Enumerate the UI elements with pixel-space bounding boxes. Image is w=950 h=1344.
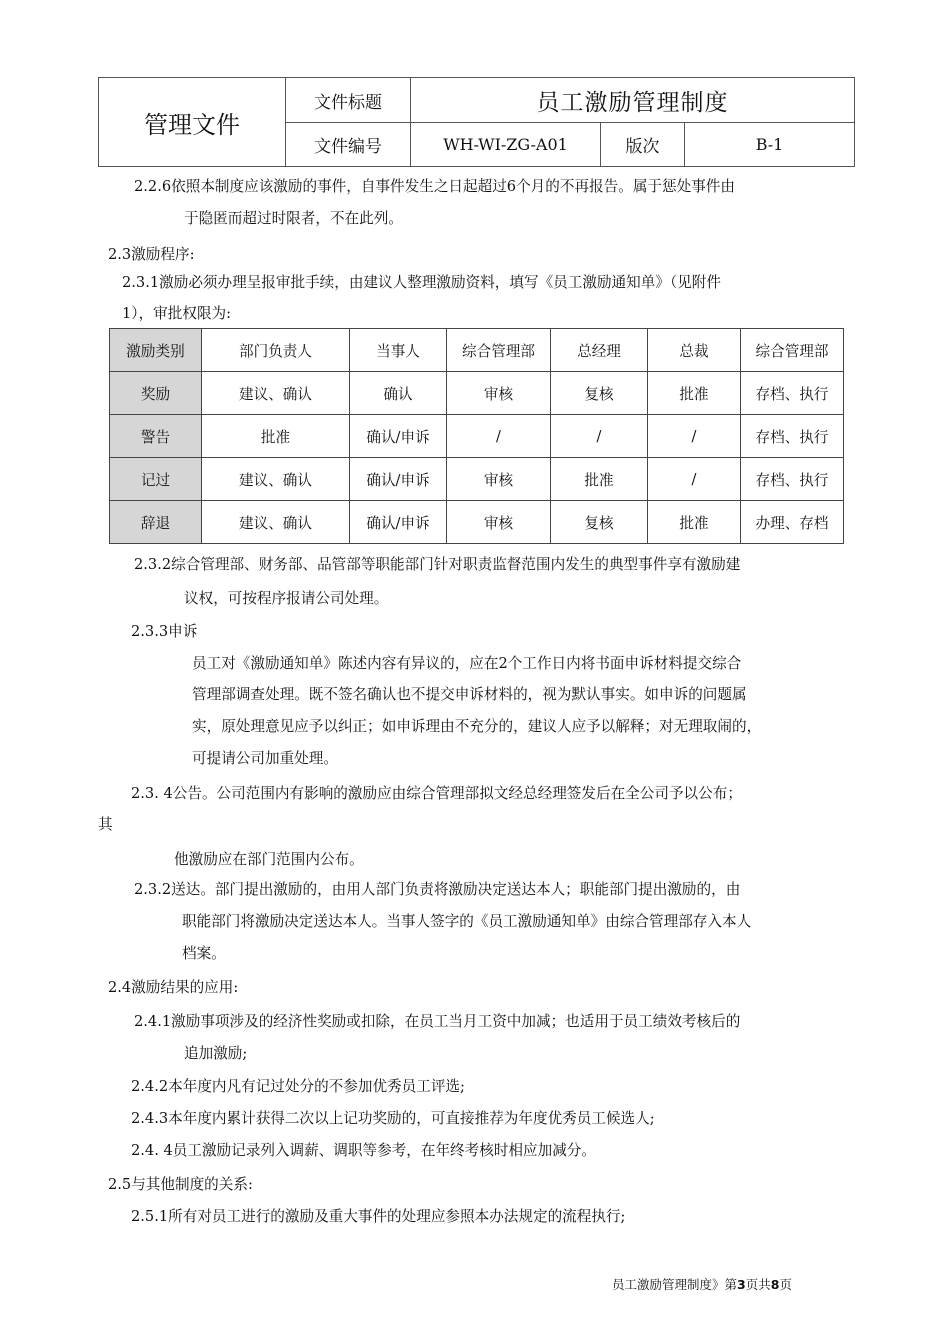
table-cell: 审核 [447, 458, 551, 501]
table-cell: 批准 [648, 372, 741, 415]
para-2-2-6-line2: 于隐匿而超过时限者，不在此列。 [184, 210, 403, 227]
table-header-cell: 部门负责人 [202, 329, 350, 372]
para-2-4-2: 2.4.2本年度内凡有记过处分的不参加优秀员工评选; [131, 1078, 465, 1095]
version-label: 版次 [601, 123, 685, 167]
para-2-3-1-line1: 2.3.1激励必须办理呈报审批手续，由建议人整理激励资料，填写《员工激励通知单》（见附件 [122, 274, 721, 291]
para-2-4-1-line2: 追加激励; [184, 1045, 248, 1062]
section-2-3-heading: 2.3激励程序: [108, 246, 195, 263]
table-header-cell: 激励类别 [110, 329, 202, 372]
para-2-3-4-line3: 他激励应在部门范围内公布。 [174, 851, 364, 868]
para-2-3-3-line3: 实，原处理意见应予以纠正；如申诉理由不充分的，建议人应予以解释；对无理取闹的， [192, 718, 762, 735]
table-cell: 确认 [350, 372, 447, 415]
para-2-4-3: 2.4.3本年度内累计获得二次以上记功奖励的，可直接推荐为年度优秀员工候选人; [131, 1110, 655, 1127]
table-cell: / [648, 458, 741, 501]
table-row [110, 372, 844, 415]
footer-page-number: 3 [737, 1277, 746, 1292]
para-2-3-1-line2: 1），审批权限为: [122, 305, 232, 322]
table-cell: 确认/申诉 [350, 415, 447, 458]
para-2-2-6-line1: 2.2.6依照本制度应该激励的事件，自事件发生之日起超过6个月的不再报告。属于惩处事件由 [134, 178, 735, 195]
para-2-3-3-heading: 2.3.3申诉 [131, 623, 198, 640]
footer-total-pages: 8 [770, 1277, 780, 1292]
table-row [110, 415, 844, 458]
para-2-3-3-line2: 管理部调查处理。既不签名确认也不提交申诉材料的，视为默认事实。如申诉的问题属 [192, 686, 747, 703]
table-cell: 记过 [110, 458, 202, 501]
table-header-cell: 综合管理部 [741, 329, 844, 372]
table-cell: 办理、存档 [741, 501, 844, 544]
table-cell: 建议、确认 [202, 372, 350, 415]
approval-authority-table [109, 328, 844, 544]
document-header-table [98, 77, 855, 167]
page-footer [612, 1275, 792, 1293]
doc-version: B-1 [685, 123, 855, 167]
table-cell: 存档、执行 [741, 372, 844, 415]
table-row [110, 458, 844, 501]
table-cell: / [648, 415, 741, 458]
table-cell: 审核 [447, 501, 551, 544]
title-label: 文件标题 [286, 78, 411, 123]
table-cell: 奖励 [110, 372, 202, 415]
table-row [110, 501, 844, 544]
table-cell: 警告 [110, 415, 202, 458]
doc-number: WH-WI-ZG-A01 [411, 123, 601, 167]
table-cell: 存档、执行 [741, 458, 844, 501]
table-cell: 复核 [551, 372, 648, 415]
table-cell: 辞退 [110, 501, 202, 544]
table-cell: 批准 [551, 458, 648, 501]
table-cell: 建议、确认 [202, 458, 350, 501]
table-cell: 审核 [447, 372, 551, 415]
para-2-4-4: 2.4. 4员工激励记录列入调薪、调职等参考，在年终考核时相应加减分。 [131, 1142, 596, 1159]
table-cell: 批准 [648, 501, 741, 544]
para-2-3-3-line1: 员工对《激励通知单》陈述内容有异议的，应在2个工作日内将书面申诉材料提交综合 [192, 655, 742, 672]
table-header-row [110, 329, 844, 372]
table-cell: 确认/申诉 [350, 458, 447, 501]
table-header-cell: 总经理 [551, 329, 648, 372]
table-cell: 确认/申诉 [350, 501, 447, 544]
para-2-5-1: 2.5.1所有对员工进行的激励及重大事件的处理应参照本办法规定的流程执行; [131, 1208, 626, 1225]
doc-type: 管理文件 [99, 78, 286, 167]
table-header-cell: 综合管理部 [447, 329, 551, 372]
table-cell: 建议、确认 [202, 501, 350, 544]
table-cell: 存档、执行 [741, 415, 844, 458]
para-2-4-1-line1: 2.4.1激励事项涉及的经济性奖励或扣除，在员工当月工资中加减；也适用于员工绩效考核后的 [134, 1013, 741, 1030]
para-2-3-3-line4: 可提请公司加重处理。 [192, 750, 338, 767]
table-cell: 复核 [551, 501, 648, 544]
footer-prefix: 员工激励管理制度》第 [612, 1277, 738, 1292]
footer-middle: 页共 [745, 1277, 771, 1292]
table-cell: 批准 [202, 415, 350, 458]
footer-suffix: 页 [779, 1277, 792, 1292]
number-label: 文件编号 [286, 123, 411, 167]
para-2-3-5-line1: 2.3.2送达。部门提出激励的，由用人部门负责将激励决定送达本人；职能部门提出激励的，由 [134, 881, 741, 898]
para-2-3-4-line1: 2.3. 4公告。公司范围内有影响的激励应由综合管理部拟文经总经理签发后在全公司予以公布； [131, 785, 742, 802]
table-header-cell: 总裁 [648, 329, 741, 372]
table-header-cell: 当事人 [350, 329, 447, 372]
section-2-5-heading: 2.5与其他制度的关系: [108, 1176, 253, 1193]
table-cell: / [551, 415, 648, 458]
para-2-3-5-line3: 档案。 [182, 945, 226, 962]
doc-title: 员工激励管理制度 [411, 78, 855, 123]
section-2-4-heading: 2.4激励结果的应用: [108, 979, 239, 996]
para-2-3-4-line2: 其 [98, 816, 113, 833]
table-cell: / [447, 415, 551, 458]
para-2-3-2-line2: 议权，可按程序报请公司处理。 [184, 590, 389, 607]
para-2-3-5-line2: 职能部门将激励决定送达本人。当事人签字的《员工激励通知单》由综合管理部存入本人 [182, 913, 752, 930]
para-2-3-2-line1: 2.3.2综合管理部、财务部、品管部等职能部门针对职责监督范围内发生的典型事件享有激励建 [134, 556, 741, 573]
